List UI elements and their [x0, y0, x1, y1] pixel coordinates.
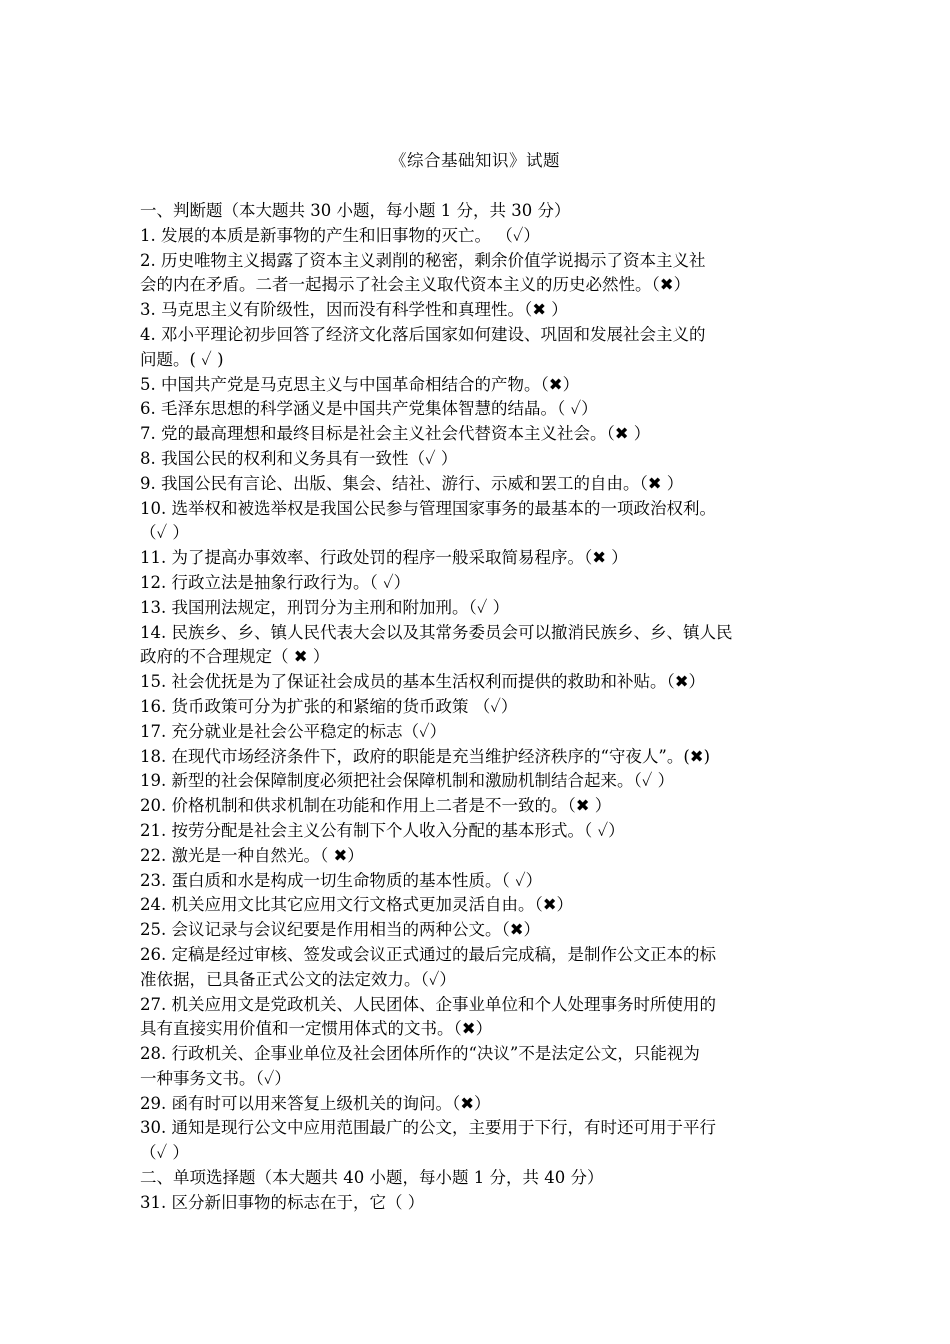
question-23: 23. 蛋白质和水是构成一切生命物质的基本性质。（ ✓）	[140, 870, 543, 890]
question-11: 11. 为了提高办事效率、行政处罚的程序一般采取简易程序。（✖ ）	[140, 548, 628, 568]
question-21: 21. 按劳分配是社会主义公有制下个人收入分配的基本形式。（ ✓）	[140, 820, 625, 840]
question-25: 25. 会议记录与会议纪要是作用相当的两种公文。（✖）	[140, 920, 541, 940]
question-13: 13. 我国刑法规定，刑罚分为主刑和附加刑。（✓ ）	[140, 597, 510, 617]
question-7: 7. 党的最高理想和最终目标是社会主义社会代替资本主义社会。（✖ ）	[140, 424, 651, 444]
question-1: 1. 发展的本质是新事物的产生和旧事物的灭亡。 （✓）	[140, 225, 540, 245]
question-2-line-1: 2. 历史唯物主义揭露了资本主义剥削的秘密，剩余价值学说揭示了资本主义社	[140, 250, 706, 270]
question-16: 16. 货币政策可分为扩张的和紧缩的货币政策 （✓）	[140, 696, 518, 716]
question-27-line-2: 具有直接实用价值和一定惯用体式的文书。（✖）	[140, 1019, 493, 1039]
question-27-line-1: 27. 机关应用文是党政机关、人民团体、企事业单位和个人处理事务时所使用的	[140, 994, 716, 1014]
question-26-line-2: 准依据，已具备正式公文的法定效力。（✓）	[140, 969, 456, 989]
question-26-line-1: 26. 定稿是经过审核、签发或会议正式通过的最后完成稿，是制作公文正本的标	[140, 944, 716, 964]
question-12: 12. 行政立法是抽象行政行为。（ ✓）	[140, 572, 411, 592]
question-3: 3. 马克思主义有阶级性，因而没有科学性和真理性。（✖ ）	[140, 300, 568, 320]
question-10-line-2: （✓ ）	[140, 523, 189, 543]
question-31: 31. 区分新旧事物的标志在于，它（ ）	[140, 1192, 425, 1212]
question-19: 19. 新型的社会保障制度必须把社会保障机制和激励机制结合起来。（✓ ）	[140, 771, 675, 791]
section-heading-true-false: 一、判断题（本大题共 30 小题，每小题 1 分，共 30 分）	[140, 201, 571, 220]
question-28-line-1: 28. 行政机关、企事业单位及社会团体所作的“决议”不是法定公文，只能视为	[140, 1044, 700, 1064]
question-22: 22. 激光是一种自然光。（ ✖）	[140, 845, 364, 865]
question-10-line-1: 10. 选举权和被选举权是我国公民参与管理国家事务的最基本的一项政治权利。	[140, 498, 716, 518]
question-2-line-2: 会的内在矛盾。二者一起揭示了社会主义取代资本主义的历史必然性。（✖）	[140, 275, 691, 295]
question-6: 6. 毛泽东思想的科学涵义是中国共产党集体智慧的结晶。（ ✓）	[140, 399, 598, 419]
document-body	[140, 199, 812, 1216]
question-17: 17. 充分就业是社会公平稳定的标志（✓）	[140, 721, 447, 741]
question-14-line-1: 14. 民族乡、乡、镇人民代表大会以及其常务委员会可以撤消民族乡、乡、镇人民	[140, 622, 733, 642]
question-24: 24. 机关应用文比其它应用文行文格式更加灵活自由。（✖）	[140, 895, 574, 915]
question-9: 9. 我国公民有言论、出版、集会、结社、游行、示威和罢工的自由。（✖ ）	[140, 473, 684, 493]
question-28-line-2: 一种事务文书。（✓）	[140, 1068, 291, 1088]
question-14-line-2: 政府的不合理规定（ ✖ ）	[140, 647, 330, 667]
question-18: 18. 在现代市场经济条件下，政府的职能是充当维护经济秩序的“守夜人”。(✖)	[140, 746, 711, 766]
question-20: 20. 价格机制和供求机制在功能和作用上二者是不一致的。（✖ ）	[140, 796, 612, 816]
question-15: 15. 社会优抚是为了保证社会成员的基本生活权利而提供的救助和补贴。（✖）	[140, 672, 706, 692]
document-title: 《综合基础知识》试题	[390, 151, 560, 170]
question-4-line-1: 4. 邓小平理论初步回答了经济文化落后国家如何建设、巩固和发展社会主义的	[140, 324, 706, 344]
question-8: 8. 我国公民的权利和义务具有一致性（✓ ）	[140, 448, 458, 468]
question-29: 29. 函有时可以用来答复上级机关的询问。（✖）	[140, 1093, 491, 1113]
section-heading-single-choice: 二、单项选择题（本大题共 40 小题，每小题 1 分，共 40 分）	[140, 1168, 604, 1188]
question-5: 5. 中国共产党是马克思主义与中国革命相结合的产物。（✖）	[140, 374, 580, 394]
question-4-line-2: 问题。( ✓ )	[140, 349, 224, 369]
question-30-line-2: （✓ ）	[140, 1143, 189, 1163]
question-30-line-1: 30. 通知是现行公文中应用范围最广的公文，主要用于下行，有时还可用于平行	[140, 1118, 716, 1138]
